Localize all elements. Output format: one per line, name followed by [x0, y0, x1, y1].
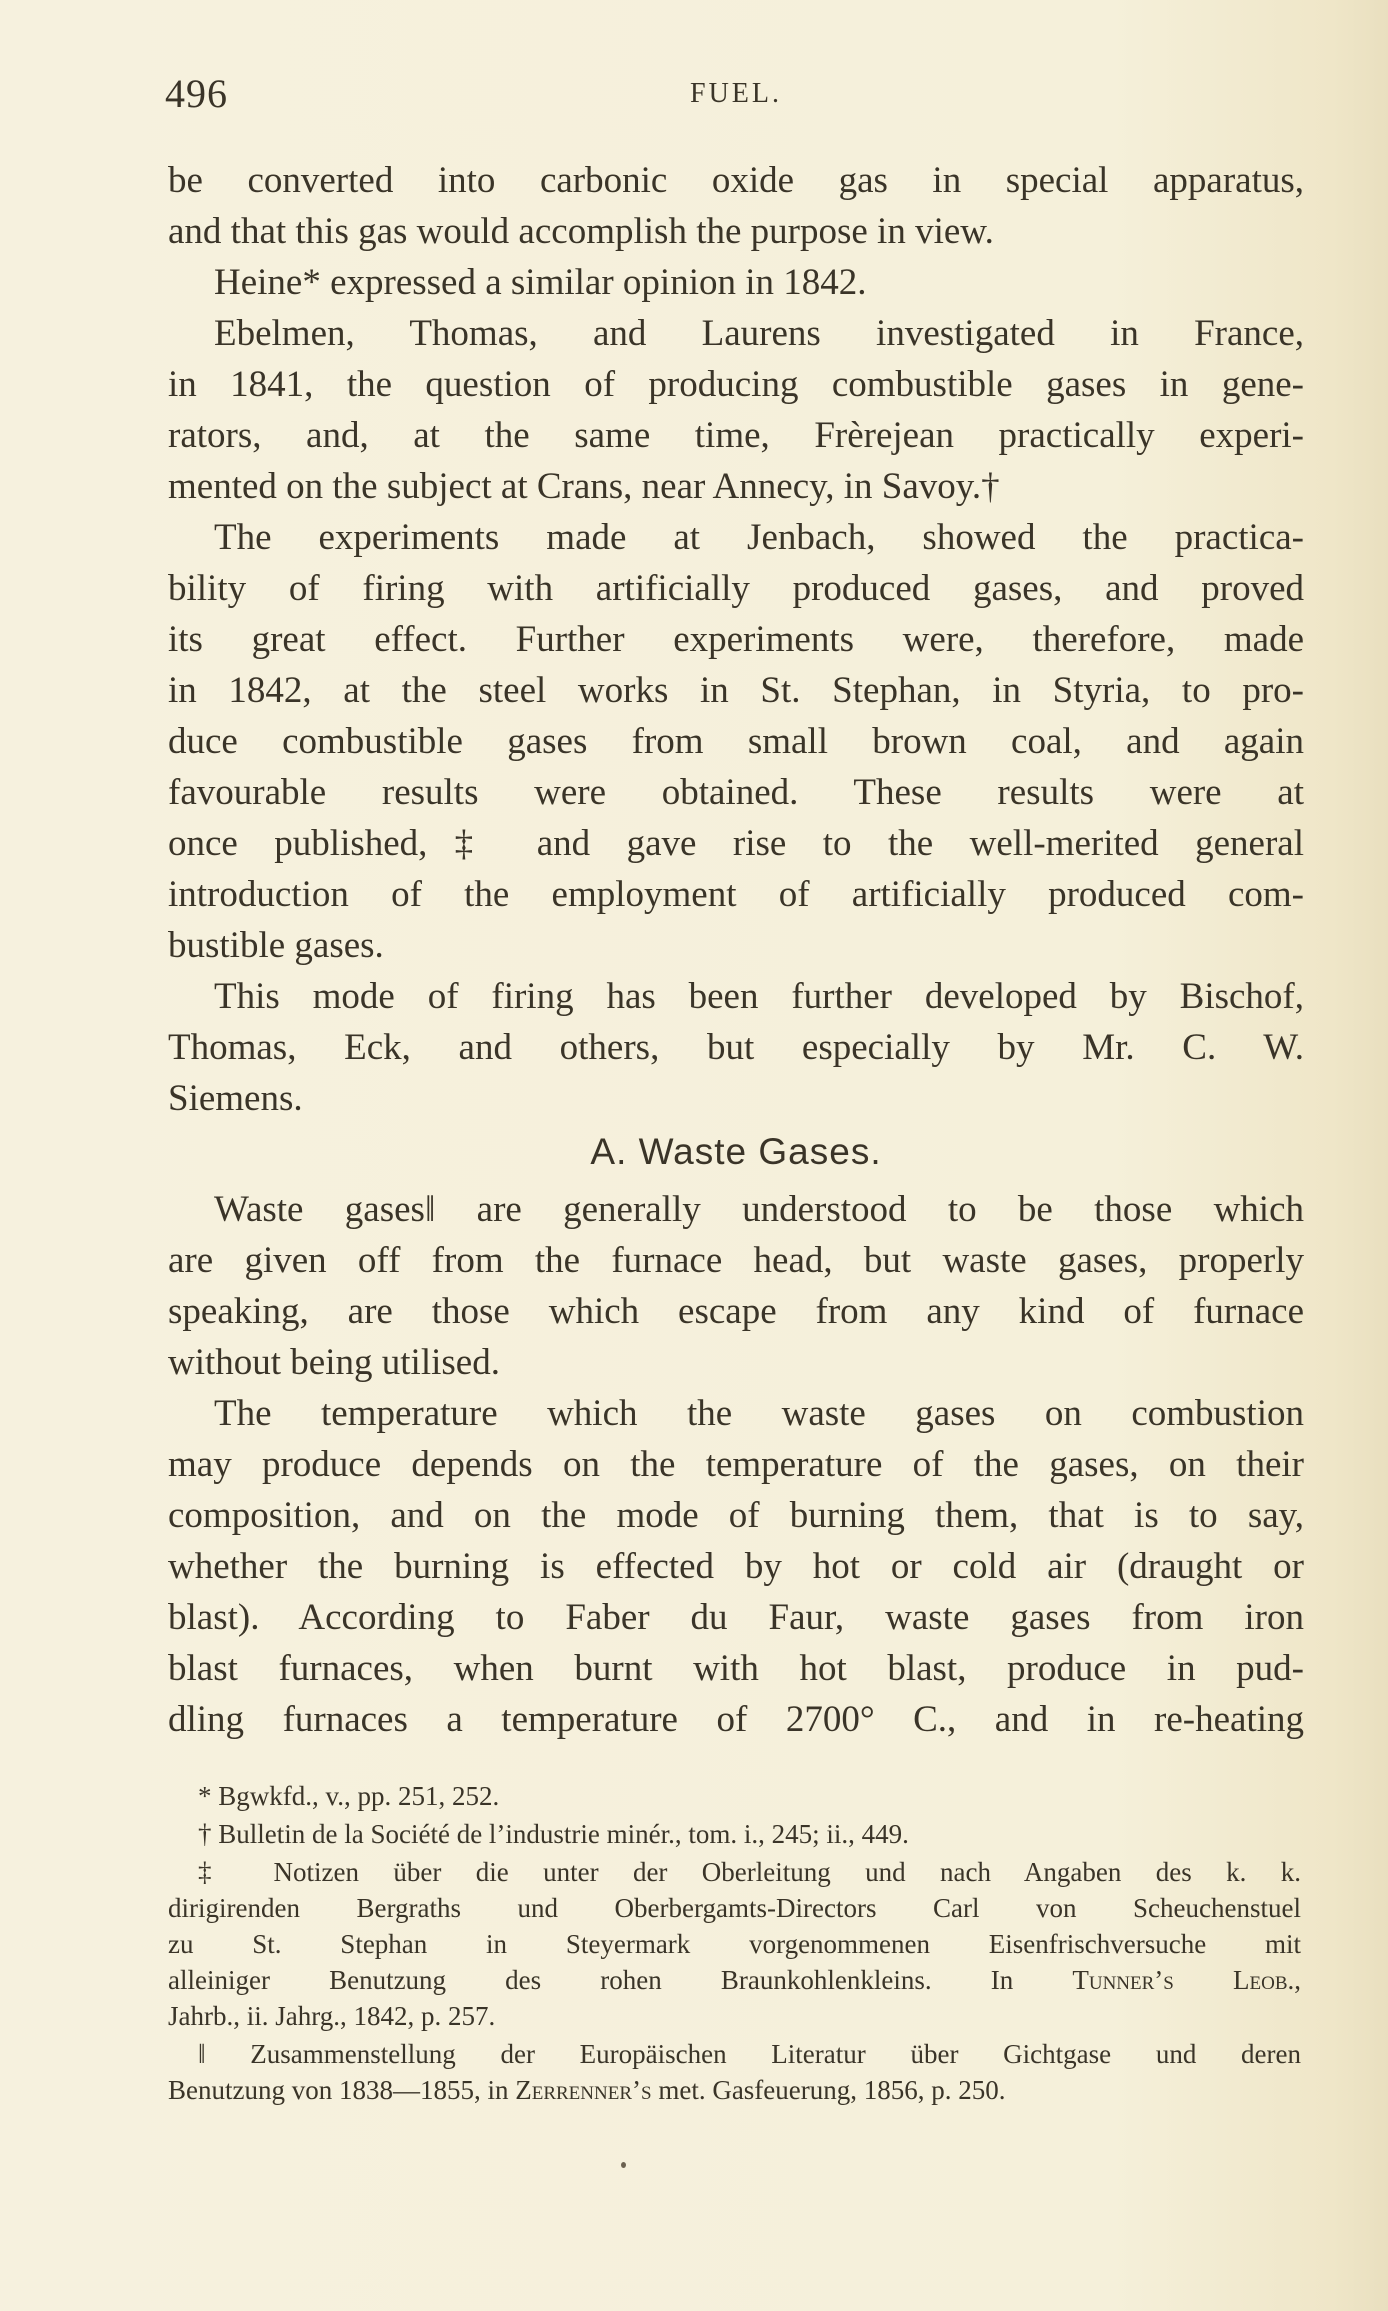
footnote-line	[168, 2072, 1301, 2108]
paragraph-ebelmen: Ebelmen, Thomas, and Laurens investigated in France,	[214, 313, 1304, 354]
running-head: FUEL.	[690, 78, 782, 109]
body-text	[168, 155, 1304, 1745]
text-line: Thomas, Eck, and others, but especially by Mr. C. W.	[168, 1027, 1304, 1068]
text-line: composition, and on the mode of burning them, that is to say,	[168, 1495, 1304, 1536]
text-line: Siemens.	[168, 1078, 303, 1119]
footnote-line: Jahrb., ii. Jahrg., 1842, p. 257.	[168, 2001, 496, 2031]
text-line: blast). According to Faber du Faur, waste gases from iron	[168, 1597, 1304, 1638]
text-line: favourable results were obtained. These results were at	[168, 772, 1304, 813]
footnote-text: met. Gasfeuerung, 1856, p. 250.	[651, 2075, 1006, 2105]
footnote-source-smallcaps: Zerrenner’s	[515, 2075, 652, 2105]
text-line: in 1841, the question of producing combustible gases in gene-	[168, 364, 1304, 405]
footnote-line: dirigirenden Bergraths und Oberbergamts-Directors Carl von Scheuchenstuel	[168, 1893, 1301, 1923]
footnote-asterisk: * Bgwkfd., v., pp. 251, 252.	[198, 1781, 500, 1811]
footnote-text: alleiniger Benutzung des rohen Braunkohlenkleins. In	[168, 1965, 1073, 1995]
text-line: speaking, are those which escape from any kind of furnace	[168, 1291, 1304, 1332]
section-heading: A. Waste Gases.	[590, 1131, 882, 1172]
footnote-source-smallcaps: Tunner’s Leob.,	[1072, 1965, 1301, 1995]
footnote-line: zu St. Stephan in Steyermark vorgenommenen Eisenfrischversuche mit	[168, 1929, 1301, 1959]
text-line: duce combustible gases from small brown coal, and again	[168, 721, 1304, 762]
ink-speck	[621, 2162, 626, 2168]
paragraph-jenbach: The experiments made at Jenbach, showed the practica-	[214, 517, 1304, 558]
page-header	[165, 70, 1305, 120]
footnotes	[168, 1778, 1301, 2108]
footnote-parallel: ‖ Zusammenstellung der Europäischen Literatur über Gichtgase und deren	[198, 2039, 1301, 2069]
page-number: 496	[165, 71, 228, 116]
text-line: are given off from the furnace head, but waste gases, properly	[168, 1240, 1304, 1281]
text-line: bility of firing with artificially produced gases, and proved	[168, 568, 1304, 609]
paragraph-temperature: The temperature which the waste gases on combustion	[214, 1393, 1304, 1434]
text-line: once published,‡ and gave rise to the well-merited general	[168, 823, 1304, 864]
text-line: without being utilised.	[168, 1342, 500, 1383]
text-line: and that this gas would accomplish the purpose in view.	[168, 211, 994, 252]
text-line: blast furnaces, when burnt with hot blast, produce in pud-	[168, 1648, 1304, 1689]
text-line: rators, and, at the same time, Frèrejean practically experi-	[168, 415, 1304, 456]
footnote-dagger: † Bulletin de la Société de l’industrie minér., tom. i., 245; ii., 449.	[198, 1819, 909, 1849]
paragraph-waste-gases: Waste gases‖ are generally understood to be those which	[214, 1189, 1304, 1230]
paragraph-heine: Heine* expressed a similar opinion in 1842.	[214, 262, 867, 303]
text-line: bustible gases.	[168, 925, 384, 966]
text-line: dling furnaces a temperature of 2700° C., and in re-heating	[168, 1699, 1304, 1740]
footnote-line	[168, 1962, 1301, 1998]
footnote-double-dagger: ‡ Notizen über die unter der Oberleitung und nach Angaben des k. k.	[198, 1857, 1301, 1887]
text-line: its great effect. Further experiments were, therefore, made	[168, 619, 1304, 660]
text-line: may produce depends on the temperature of the gases, on their	[168, 1444, 1304, 1485]
text-line: mented on the subject at Crans, near Annecy, in Savoy.†	[168, 466, 1000, 507]
text-line: in 1842, at the steel works in St. Stephan, in Styria, to pro-	[168, 670, 1304, 711]
text-line: be converted into carbonic oxide gas in special apparatus,	[168, 160, 1304, 201]
text-line: whether the burning is effected by hot or cold air (draught or	[168, 1546, 1304, 1587]
paragraph-bischof: This mode of firing has been further developed by Bischof,	[214, 976, 1304, 1017]
footnote-text: Benutzung von 1838—1855, in	[168, 2075, 516, 2105]
text-line: introduction of the employment of artificially produced com-	[168, 874, 1304, 915]
